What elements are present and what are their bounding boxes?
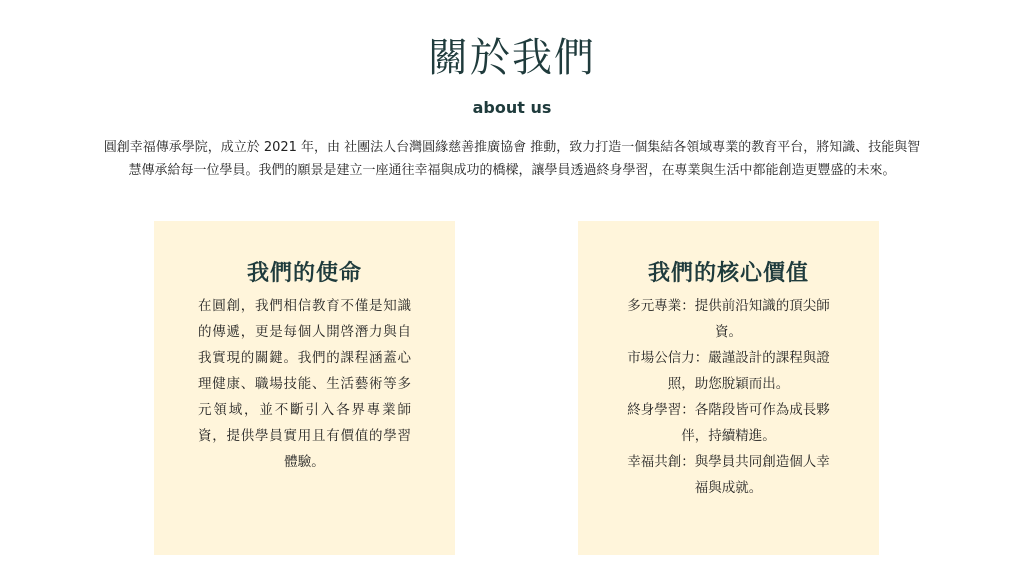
mission-card-title: 我們的使命 (246, 261, 362, 286)
core-value-item: 多元專業：提供前沿知識的頂尖師資。 (627, 298, 830, 340)
core-value-item: 終身學習：各階段皆可作為成長夥伴，持續精進。 (627, 402, 830, 444)
core-value-item: 市場公信力：嚴謹設計的課程與證照，助您脫穎而出。 (627, 350, 830, 392)
page-title: 關於我們 (428, 35, 596, 81)
core-values-list (622, 293, 835, 501)
intro-paragraph: 圓創幸福傳承學院，成立於 2021 年，由 社團法人台灣圓緣慈善推廣協會 推動，致力打造一個集結各領域專業的教育平台，將知識、技能與智慧傳承給每一位學員。我們的願景是建立一座通往幸福與成功的橋樑，讓學員透過終身學習，在專業與生活中都能創造更豐盛的未來。 (103, 140, 921, 178)
mission-card-body: 在圓創，我們相信教育不僅是知識的傳遞，更是每個人開啓潛力與自我實現的關鍵。我們的課程涵蓋心理健康、職場技能、生活藝術等多元領域，並不斷引入各界專業師資，提供學員實用且有價值的學習體驗。 (198, 298, 411, 470)
core-value-item: 幸福共創：與學員共同創造個人幸福與成就。 (627, 454, 830, 496)
page-subtitle: about us (472, 98, 552, 117)
mission-card (154, 221, 455, 555)
core-values-card (578, 221, 879, 555)
core-values-card-title: 我們的核心價值 (647, 261, 809, 286)
